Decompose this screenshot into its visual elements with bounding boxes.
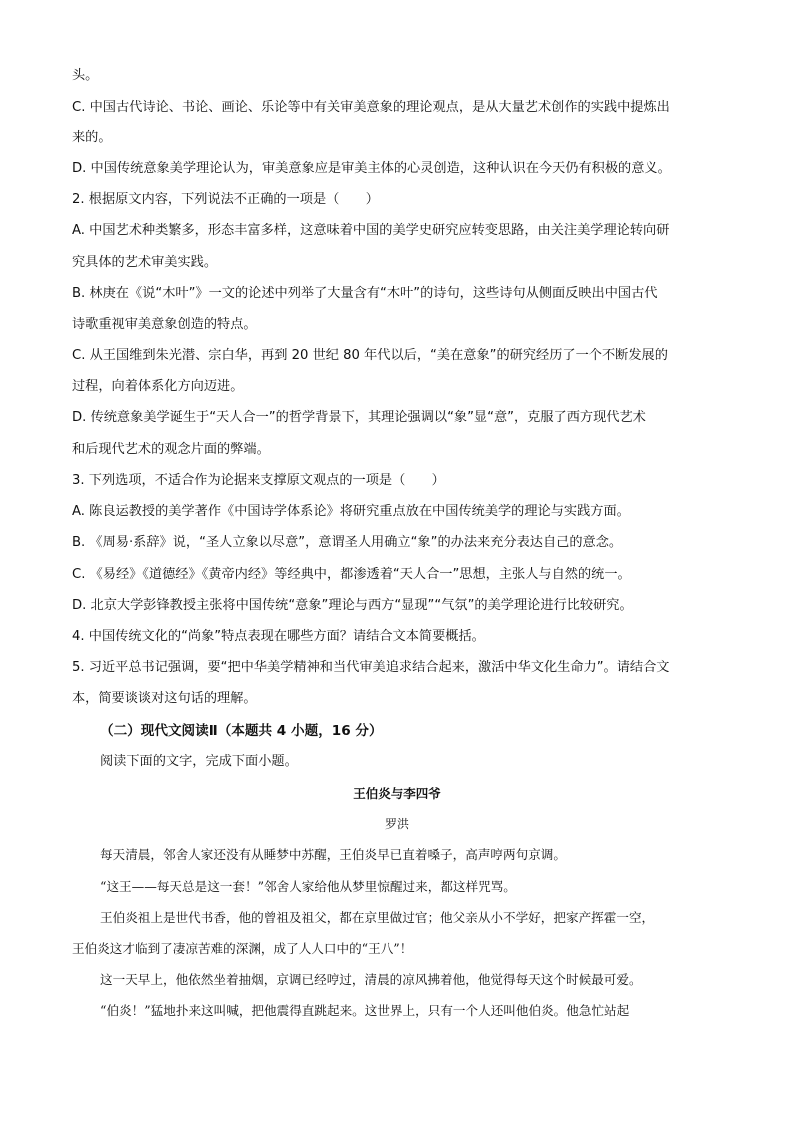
story-paragraph: 每天清晨，邻舍人家还没有从睡梦中苏醒，王伯炎早已直着嗓子，高声哼两句京调。 [100, 847, 566, 862]
question-4: 4. 中国传统文化的“尚象”特点表现在哪些方面？请结合文本简要概括。 [72, 629, 485, 644]
option-c-line: C. 从王国维到朱光潜、宗白华，再到 20 世纪 80 年代以后，“美在意象”的研究经历了一个不断发展的 [72, 348, 668, 363]
story-title: 王伯炎与李四爷 [353, 786, 441, 801]
option-a-line: A. 陈良运教授的美学著作《中国诗学体系论》将研究重点放在中国传统美学的理论与实践方面。 [72, 504, 630, 519]
text-line: 本，简要谈谈对这句话的理解。 [72, 691, 257, 706]
section-heading: （二）现代文阅读Ⅱ（本题共 4 小题，16 分） [100, 723, 383, 739]
option-b-line: B. 《周易·系辞》说，“圣人立象以尽意”，意谓圣人用确立“象”的办法来充分表达自己的意念。 [72, 535, 623, 550]
story-paragraph: 王伯炎祖上是世代书香，他的曾祖及祖父，都在京里做过官；他父亲从小不学好，把家产挥霍一空， [100, 910, 655, 925]
story-paragraph: 这一天早上，他依然坐着抽烟，京调已经哼过，清晨的凉风拂着他，他觉得每天这个时候最可爱。 [100, 972, 642, 987]
text-line: 过程，向着体系化方向迈进。 [72, 379, 244, 394]
option-d-line: D. 北京大学彭锋教授主张将中国传统“意象”理论与西方“显现”“气氛”的美学理论进行比较研究。 [72, 598, 633, 613]
text-line: 头。 [72, 68, 99, 83]
text-line: 究具体的艺术审美实践。 [72, 255, 218, 270]
option-d-line: D. 中国传统意象美学理论认为，审美意象应是审美主体的心灵创造，这种认识在今天仍有积极的意义。 [72, 161, 671, 176]
story-paragraph: “这王——每天总是这一套！”邻舍人家给他从梦里惊醒过来，都这样咒骂。 [100, 879, 516, 894]
question-3: 3. 下列选项，不适合作为论据来支撑原文观点的一项是（ ） [72, 473, 445, 488]
question-2: 2. 根据原文内容，下列说法不正确的一项是（ ） [72, 192, 379, 207]
option-c-line: C. 《易经》《道德经》《黄帝内经》等经典中，都渗透着“天人合一”思想，主张人与自然的统一。 [72, 567, 631, 582]
option-d-line: D. 传统意象美学诞生于“天人合一”的哲学背景下，其理论强调以“象”显“意”，克服了西方现代艺术 [72, 410, 646, 425]
question-5: 5. 习近平总书记强调，要“把中华美学精神和当代审美追求结合起来，激活中华文化生命力”。请结合文 [72, 660, 670, 675]
text-line: 来的。 [72, 130, 112, 145]
option-a-line: A. 中国艺术种类繁多，形态丰富多样，这意味着中国的美学史研究应转变思路，由关注美学理论转向研 [72, 223, 670, 238]
option-b-line: B. 林庚在《说“木叶”》一文的论述中列举了大量含有“木叶”的诗句，这些诗句从侧面反映出中国古代 [72, 286, 658, 301]
story-paragraph: “伯炎！”猛地扑来这叫喊，把他震得直跳起来。这世界上，只有一个人还叫他伯炎。他急忙站起 [100, 1003, 630, 1018]
text-line: 和后现代艺术的观念片面的弊端。 [72, 442, 270, 457]
story-author: 罗洪 [384, 817, 409, 831]
story-paragraph-cont: 王伯炎这才临到了凄凉苦难的深渊，成了人人口中的“王八”！ [72, 941, 413, 956]
option-c-line: C. 中国古代诗论、书论、画论、乐论等中有关审美意象的理论观点，是从大量艺术创作的实践中提炼出 [72, 100, 670, 115]
text-line: 诗歌重视审美意象创造的特点。 [72, 317, 257, 332]
instruction-text: 阅读下面的文字，完成下面小题。 [100, 754, 298, 769]
